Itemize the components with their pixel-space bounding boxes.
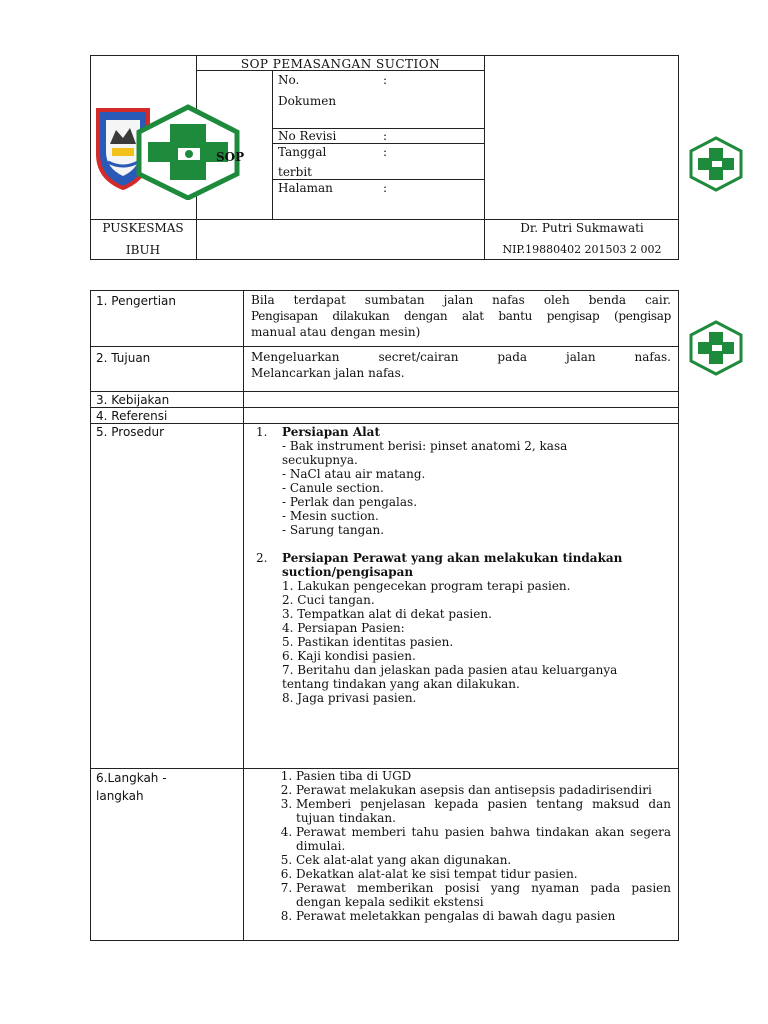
- langkah-item-text: Pasien tiba di UGD: [296, 769, 412, 783]
- prosedur-step2-item: 6. Kaji kondisi pasien.: [282, 649, 416, 663]
- prosedur-step1-item: - Sarung tangan.: [282, 523, 385, 537]
- prosedur-step2-item: 1. Lakukan pengecekan program terapi pasien.: [282, 579, 571, 593]
- pengertian-line3: manual atau dengan mesin): [251, 325, 421, 339]
- langkah-label-line2: langkah: [96, 789, 144, 803]
- prosedur-step2-item: 8. Jaga privasi pasien.: [282, 691, 417, 705]
- langkah-item-text: Dekatkan alat-alat ke sisi tempat tidur pasien.: [296, 867, 578, 881]
- langkah-list: [274, 769, 671, 923]
- org-name-line1: PUSKESMAS: [102, 221, 184, 235]
- date-label-line2: terbit: [278, 165, 313, 179]
- list-item: [296, 797, 671, 825]
- prosedur-step1-item: secukupnya.: [282, 453, 358, 467]
- prosedur-step1-number: 1.: [256, 425, 268, 439]
- list-item: [296, 881, 671, 909]
- date-colon: :: [383, 145, 388, 159]
- list-item: [296, 783, 671, 797]
- page-label: Halaman: [278, 181, 333, 195]
- prosedur-step1-item: - Canule section.: [282, 481, 384, 495]
- list-item: [296, 867, 671, 881]
- prosedur-step2-number: 2.: [256, 551, 268, 565]
- revision-colon: :: [383, 129, 388, 143]
- prosedur-step2-item: 7. Beritahu dan jelaskan pada pasien atau keluarganya: [282, 663, 618, 677]
- signer-name: Dr. Putri Sukmawati: [520, 221, 644, 235]
- prosedur-step2-item: 5. Pastikan identitas pasien.: [282, 635, 454, 649]
- langkah-label: 6.Langkah -: [96, 771, 167, 785]
- prosedur-step2-title-line2: suction/pengisapan: [282, 565, 414, 579]
- list-item: [296, 853, 671, 867]
- prosedur-step1-title: Persiapan Alat: [282, 425, 381, 439]
- doc-number-label-line2: Dokumen: [278, 94, 337, 108]
- langkah-item-text: Memberi penjelasan kepada pasien tentang maksud dan tujuan tindakan.: [296, 797, 671, 825]
- kebijakan-label: 3. Kebijakan: [96, 393, 170, 407]
- revision-label: No Revisi: [278, 129, 337, 143]
- doc-number-colon: :: [383, 73, 388, 87]
- puskesmas-logo-side-bottom: [688, 320, 744, 376]
- signer-nip: NIP.19880402 201503 2 002: [502, 243, 662, 256]
- date-label: Tanggal: [278, 145, 327, 159]
- pengertian-label: 1. Pengertian: [96, 294, 176, 308]
- org-name-line2: IBUH: [125, 243, 161, 257]
- doc-number-label: No.: [278, 73, 300, 87]
- tujuan-line2: Melancarkan jalan nafas.: [251, 366, 405, 380]
- prosedur-label: 5. Prosedur: [96, 425, 165, 439]
- prosedur-step2-item: 4. Persiapan Pasien:: [282, 621, 405, 635]
- pengertian-line1: Bila terdapat sumbatan jalan nafas oleh benda cair.: [251, 293, 671, 307]
- referensi-label: 4. Referensi: [96, 409, 168, 423]
- prosedur-step1-item: - Mesin suction.: [282, 509, 379, 523]
- prosedur-step2-item: tentang tindakan yang akan dilakukan.: [282, 677, 520, 691]
- langkah-item-text: Perawat meletakkan pengalas di bawah dagu pasien: [296, 909, 616, 923]
- list-item: [296, 825, 671, 853]
- langkah-item-text: Perawat memberi tahu pasien bahwa tindakan akan segera dimulai.: [296, 825, 671, 853]
- list-item: [296, 769, 671, 783]
- page-colon: :: [383, 181, 388, 195]
- prosedur-step2-item: 3. Tempatkan alat di dekat pasien.: [282, 607, 492, 621]
- prosedur-step2-item: 2. Cuci tangan.: [282, 593, 375, 607]
- prosedur-step1-item: - Perlak dan pengalas.: [282, 495, 418, 509]
- prosedur-step2-title: Persiapan Perawat yang akan melakukan tindakan: [282, 551, 623, 565]
- langkah-item-text: Perawat memberikan posisi yang nyaman pada pasien dengan kepala sedikit ekstensi: [296, 881, 671, 909]
- tujuan-label: 2. Tujuan: [96, 351, 151, 365]
- langkah-item-text: Perawat melakukan asepsis dan antisepsis padadirisendiri: [296, 783, 652, 797]
- pengertian-line2: Pengisapan dilakukan dengan alat bantu pengisap (pengisap: [251, 309, 671, 323]
- prosedur-step1-item: - Bak instrument berisi: pinset anatomi 2, kasa: [282, 439, 568, 453]
- list-item: [296, 909, 671, 923]
- prosedur-step1-item: - NaCl atau air matang.: [282, 467, 426, 481]
- puskesmas-logo-side-top: [688, 136, 744, 192]
- document-title: SOP PEMASANGAN SUCTION: [240, 57, 441, 71]
- tujuan-line1: Mengeluarkan secret/cairan pada jalan nafas.: [251, 350, 671, 364]
- langkah-item-text: Cek alat-alat yang akan digunakan.: [296, 853, 512, 867]
- sop-badge: SOP: [216, 150, 245, 164]
